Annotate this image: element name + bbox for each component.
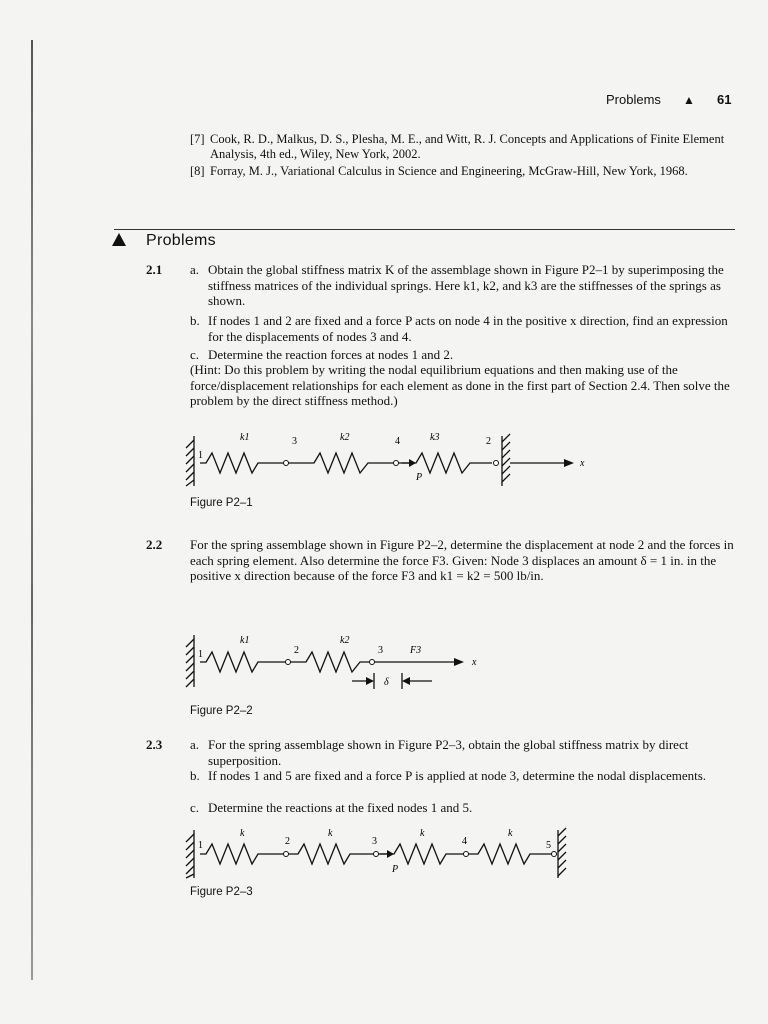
item-label: c. bbox=[190, 347, 200, 362]
reference-7-number: [7] bbox=[190, 132, 205, 146]
item-text: For the spring assemblage shown in Figure P2–3, obtain the global stiffness matrix by direct superposition. bbox=[208, 737, 689, 768]
reference-8 bbox=[190, 164, 740, 179]
spring-label-k-1: k bbox=[240, 828, 245, 839]
problem-2-3-item-a bbox=[190, 737, 738, 768]
force-p-arrowhead bbox=[387, 850, 394, 858]
node-label-2: 2 bbox=[294, 645, 299, 656]
spring-label-k-4: k bbox=[508, 828, 513, 839]
node-3-marker bbox=[374, 852, 379, 857]
force-label-p: P bbox=[416, 472, 423, 483]
figure-p2-2-diagram bbox=[180, 625, 500, 700]
axis-label-x: x bbox=[580, 458, 585, 469]
running-header-triangle-icon: ▲ bbox=[683, 93, 695, 107]
delta-right-arrowhead bbox=[402, 677, 410, 685]
node-3-marker bbox=[284, 461, 289, 466]
figure-p2-2-caption: Figure P2–2 bbox=[190, 705, 253, 717]
node-4-marker bbox=[394, 461, 399, 466]
item-text: If nodes 1 and 5 are fixed and a force P is applied at node 3, determine the nodal displacements. bbox=[208, 768, 707, 783]
node-3-marker bbox=[370, 660, 375, 665]
figure-p2-1-caption: Figure P2–1 bbox=[190, 497, 253, 509]
delta-left-arrowhead bbox=[366, 677, 374, 685]
spring-label-k2: k2 bbox=[340, 432, 350, 443]
spring-label-k1: k1 bbox=[240, 432, 250, 443]
left-wall-hatch bbox=[186, 834, 194, 878]
item-label: a. bbox=[190, 262, 200, 277]
left-wall-hatch bbox=[186, 639, 194, 687]
node-label-3: 3 bbox=[378, 645, 383, 656]
item-text: Determine the reaction forces at nodes 1 and 2. bbox=[208, 347, 454, 362]
delta-label: δ bbox=[384, 677, 389, 688]
item-label: b. bbox=[190, 768, 200, 783]
problem-2-2-number: 2.2 bbox=[146, 537, 163, 552]
problem-2-1-item-c bbox=[190, 347, 738, 363]
node-2-marker bbox=[284, 852, 289, 857]
problem-2-3-item-c bbox=[190, 800, 738, 816]
page-number: 61 bbox=[717, 92, 732, 107]
problem-2-3-number: 2.3 bbox=[146, 737, 163, 752]
force-label-p: P bbox=[392, 864, 399, 875]
node-5-marker bbox=[552, 852, 557, 857]
figure-p2-3-caption: Figure P2–3 bbox=[190, 886, 253, 898]
spring-k-4 bbox=[468, 844, 552, 864]
left-wall-hatch bbox=[186, 440, 194, 486]
item-text: If nodes 1 and 2 are fixed and a force P acts on node 4 in the positive x direction, find an expression for the displacements of nodes 3 and 4. bbox=[208, 313, 728, 344]
node-label-1: 1 bbox=[198, 649, 203, 660]
spring-label-k-2: k bbox=[328, 828, 333, 839]
section-title: Problems bbox=[146, 232, 216, 249]
spring-k-2 bbox=[288, 844, 374, 864]
spring-k1 bbox=[200, 453, 284, 473]
node-2-marker bbox=[286, 660, 291, 665]
problem-2-1-number: 2.1 bbox=[146, 262, 163, 277]
reference-8-text: Forray, M. J., Variational Calculus in Science and Engineering, McGraw-Hill, New York, 1968. bbox=[210, 164, 688, 178]
node-label-4: 4 bbox=[462, 836, 467, 847]
spring-label-k-3: k bbox=[420, 828, 425, 839]
item-label: c. bbox=[190, 800, 200, 815]
right-wall-hatch bbox=[558, 828, 566, 876]
axis-label-x: x bbox=[472, 657, 477, 668]
spring-k2 bbox=[290, 652, 370, 672]
node-label-2: 2 bbox=[285, 836, 290, 847]
figure-p2-1-diagram bbox=[180, 428, 600, 498]
node-4-marker bbox=[464, 852, 469, 857]
node-label-3: 3 bbox=[372, 836, 377, 847]
problem-2-1-hint: (Hint: Do this problem by writing the nodal equilibrium equations and then making use of the force/displacement relationships for each element as done in the first part of Section 2.4. Then solve the problem by the direct stiffness method.) bbox=[190, 362, 730, 408]
node-2-marker bbox=[494, 461, 499, 466]
spring-k2 bbox=[288, 453, 394, 473]
reference-7-text: Cook, R. D., Malkus, D. S., Plesha, M. E., and Witt, R. J. Concepts and Applications of Finite Element Analysis, 4th ed., Wiley, New York, 2002. bbox=[210, 132, 725, 161]
spring-label-k1: k1 bbox=[240, 635, 250, 646]
node-label-5: 5 bbox=[546, 840, 551, 851]
node-label-4: 4 bbox=[395, 436, 400, 447]
force-f3-arrowhead bbox=[454, 658, 464, 666]
running-header-title: Problems bbox=[606, 92, 661, 107]
reference-8-number: [8] bbox=[190, 164, 205, 178]
spring-label-k2: k2 bbox=[340, 635, 350, 646]
node-label-1: 1 bbox=[198, 840, 203, 851]
item-text: Determine the reactions at the fixed nodes 1 and 5. bbox=[208, 800, 473, 815]
node-label-2: 2 bbox=[486, 436, 491, 447]
right-wall-hatch bbox=[502, 434, 510, 482]
force-label-f3: F3 bbox=[410, 645, 422, 656]
node-label-1: 1 bbox=[198, 450, 203, 461]
problem-2-3-item-b bbox=[190, 768, 738, 784]
section-rule bbox=[114, 229, 735, 230]
page-spine-shadow bbox=[31, 40, 33, 980]
problem-2-1-item-b bbox=[190, 313, 738, 344]
spring-k1 bbox=[200, 652, 286, 672]
section-triangle-icon bbox=[112, 233, 126, 246]
spring-label-k3: k3 bbox=[430, 432, 440, 443]
problem-2-2-text: For the spring assemblage shown in Figure P2–2, determine the displacement at node 2 and the forces in each spring element. Also determine the force F3. Given: Node 3 displaces an amount δ = 1 in. in the positive x direction because of the force F3 and k1 = k2 = 500 lb/in. bbox=[190, 537, 734, 583]
item-label: a. bbox=[190, 737, 200, 752]
reference-7 bbox=[190, 132, 740, 162]
problem-2-1-item-a bbox=[190, 262, 738, 309]
item-label: b. bbox=[190, 313, 200, 328]
spring-k-1 bbox=[200, 844, 284, 864]
item-text: Obtain the global stiffness matrix K of the assemblage shown in Figure P2–1 by superimposing the stiffness matrices of the individual springs. Here k1, k2, and k3 are the stiffnesses of the springs as shown. bbox=[208, 262, 724, 308]
force-p-arrowhead bbox=[409, 459, 416, 467]
x-axis-arrowhead bbox=[564, 459, 574, 467]
figure-p2-3-diagram bbox=[180, 824, 580, 884]
node-label-3: 3 bbox=[292, 436, 297, 447]
